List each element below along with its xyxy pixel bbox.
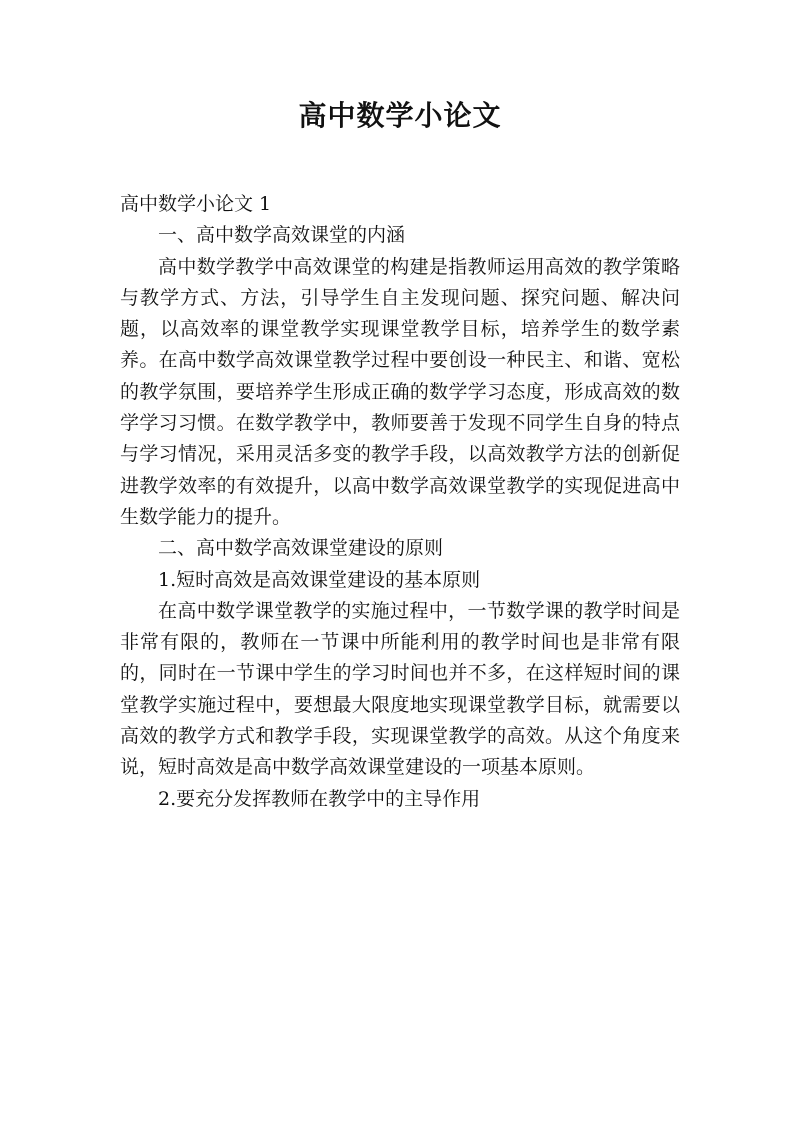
section-heading-1: 一、高中数学高效课堂的内涵: [158, 224, 406, 247]
document-body: [120, 189, 680, 815]
document-title: 高中数学小论文: [298, 99, 502, 132]
body-paragraph-1: 高中数学教学中高效课堂的构建是指教师运用高效的教学策略与教学方式、方法，引导学生自主发现问题、探究问题、解决问题，以高效率的课堂教学实现课堂教学目标，培养学生的数学素养。在高中数学高效课堂教学过程中要创设一种民主、和谐、宽松的教学氛围，要培养学生形成正确的数学学习态度，形成高效的数学学习习惯。在数学教学中，教师要善于发现不同学生自身的特点与学习情况，采用灵活多变的教学手段，以高效教学方法的创新促进教学效率的有效提升，以高中数学高效课堂教学的实现促进高中生数学能力的提升。: [120, 255, 680, 528]
paper-heading: 高中数学小论文 1: [120, 193, 272, 215]
body-paragraph-2: 在高中数学课堂教学的实施过程中，一节数学课的教学时间是非常有限的，教师在一节课中所能利用的教学时间也是非常有限的，同时在一节课中学生的学习时间也并不多，在这样短时间的课堂教学实施过程中，要想最大限度地实现课堂教学目标，就需要以高效的教学方式和教学手段，实现课堂教学的高效。从这个角度来说，短时高效是高中数学高效课堂建设的一项基本原则。: [120, 599, 680, 779]
section-heading-2: 二、高中数学高效课堂建设的原则: [158, 537, 444, 560]
subsection-heading-2: 2.要充分发挥教师在教学中的主导作用: [158, 787, 481, 810]
subsection-heading-1: 1.短时高效是高效课堂建设的基本原则: [158, 568, 481, 591]
